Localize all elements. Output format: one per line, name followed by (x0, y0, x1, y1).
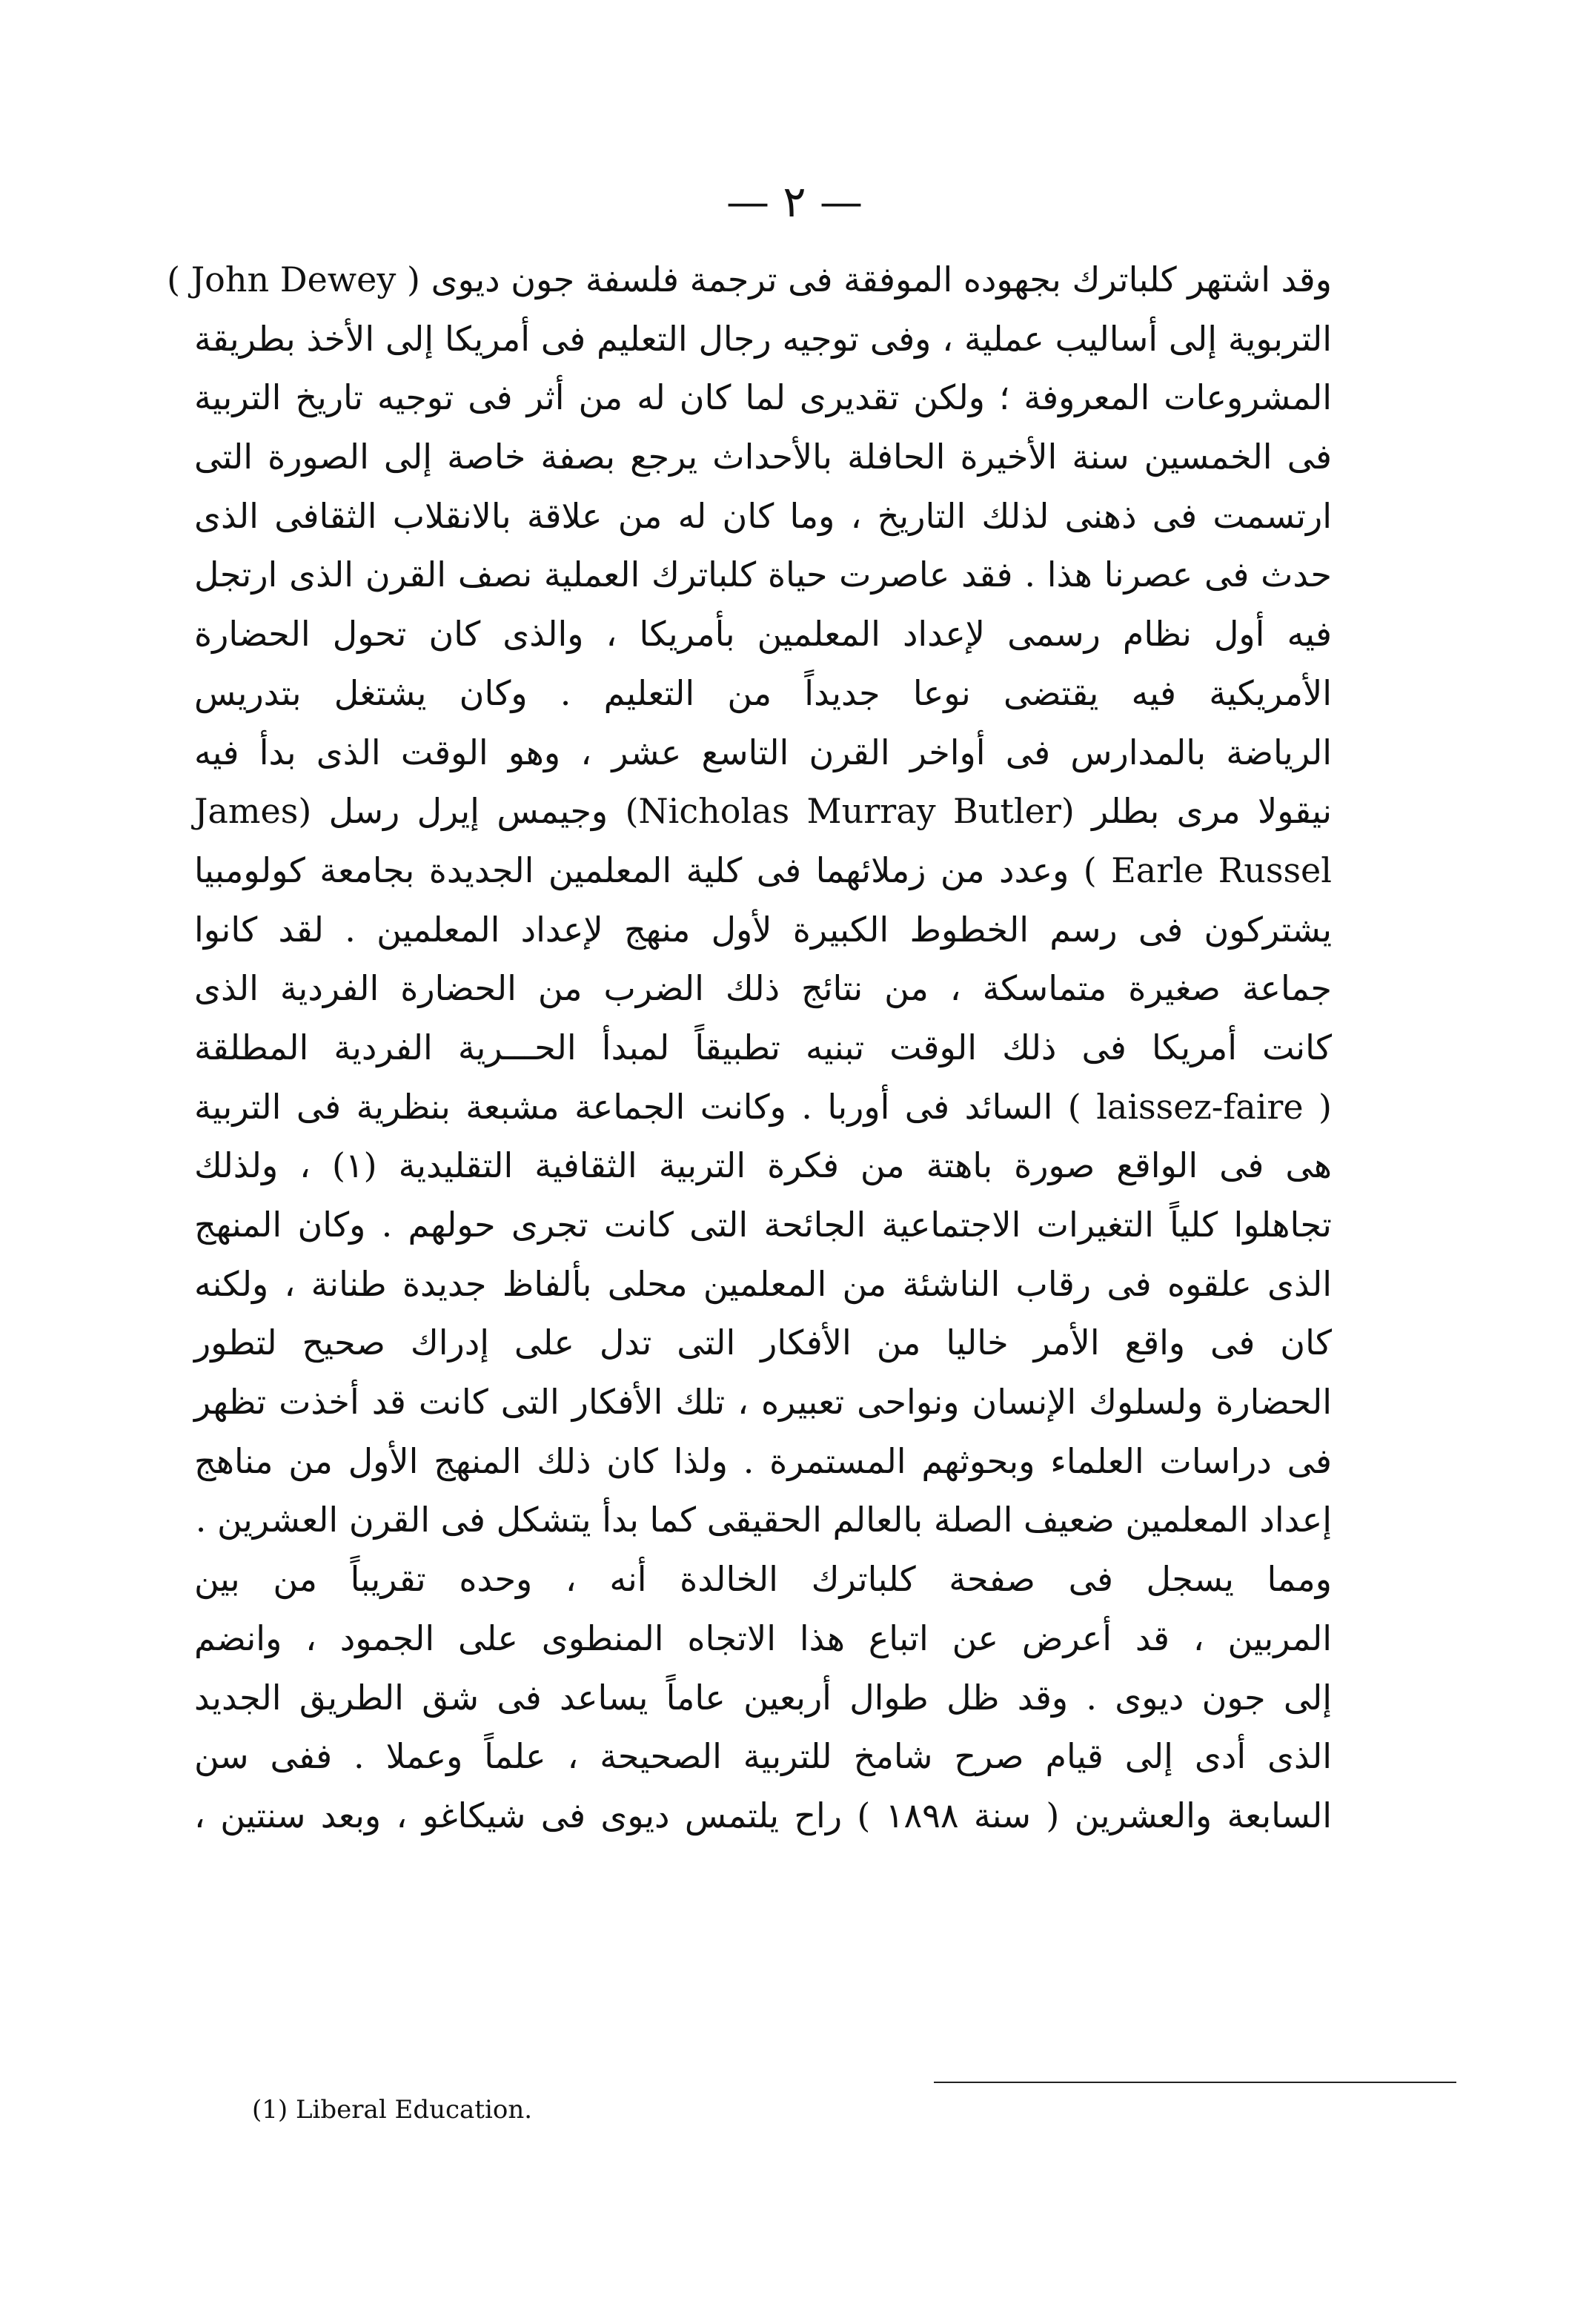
text-line: إعداد المعلمين ضعيف الصلة بالعالم الحقيقى كما بدأ يتشكل فى القرن العشرين . (195, 1500, 1332, 1540)
text-line: فيه أول نظام رسمى لإعداد المعلمين بأمريكا ، والذى كان تحول الحضارة (194, 614, 1332, 655)
text-line: التربوية إلى أساليب عملية ، وفى توجيه رجال التعليم فى أمريكا إلى الأخذ بطريقة (194, 318, 1332, 359)
text-line: فى دراسات العلماء وبحوثهم المستمرة . ولذا كان ذلك المنهج الأول من مناهج (194, 1440, 1332, 1481)
text-line: جماعة صغيرة متماسكة ، من نتائج ذلك الضرب من الحضارة الفردية الذى (194, 968, 1332, 1009)
text-line: فى الخمسين سنة الأخيرة الحافلة بالأحداث يرجع بصفة خاصة إلى الصورة التى (194, 437, 1332, 477)
text-line: وقد اشتهر كلباترك بجهوده الموفقة فى ترجمة فلسفة جون ديوى ( John Dewey ) (167, 259, 1332, 299)
text-line: الأمريكية فيه يقتضى نوعا جديداً من التعليم . وكان يشتغل بتدريس (194, 672, 1332, 713)
text-line: حدث فى عصرنا هذا . فقد عاصرت حياة كلباترك العملية نصف القرن الذى ارتجل (194, 554, 1332, 595)
text-line: ومما يسجل فى صفحة كلباترك الخالدة أنه ، وحده تقريباً من بين (194, 1559, 1332, 1600)
text-line: يشتركون فى رسم الخطوط الكبيرة لأول منهج لإعداد المعلمين . لقد كانوا (194, 909, 1332, 950)
text-line: نيقولا مرى بطلر (Nicholas Murray Butler) وجيمس إيرل رسل (James (194, 791, 1332, 832)
page-number: — ٢ — (726, 176, 863, 227)
body-text (167, 251, 1333, 1846)
text-line: كان فى واقع الأمر خاليا من الأفكار التى تدل على إدراك صحيح لتطور (194, 1322, 1332, 1363)
text-line: ( laissez-faire ) السائد فى أوربا . وكانت الجماعة مشبعة بنظرية فى التربية (194, 1086, 1333, 1127)
footnote-divider (934, 2082, 1456, 2083)
text-line: المشروعات المعروفة ؛ ولكن تقديرى لما كان له من أثر فى توجيه تاريخ التربية (194, 377, 1332, 418)
text-line: إلى جون ديوى . وقد ظل طوال أربعين عاماً يساعد فى شق الطريق الجديد (194, 1677, 1332, 1718)
text-line: ارتسمت فى ذهنى لذلك التاريخ ، وما كان له من علاقة بالانقلاب الثقافى الذى (194, 495, 1332, 536)
text-line: الذى أدى إلى قيام صرح شامخ للتربية الصحيحة ، علماً وعملا . ففى سن (194, 1736, 1332, 1777)
footnote: (1) Liberal Education. (252, 2095, 533, 2125)
text-line: السابعة والعشرين ( سنة ١٨٩٨ ) راح يلتمس ديوى فى شيكاغو ، وبعد سنتين ، (194, 1795, 1332, 1835)
text-line: الذى علقوه فى رقاب الناشئة من المعلمين محلى بألفاظ جديدة طنانة ، ولكنه (194, 1263, 1332, 1304)
text-line: الرياضة بالمدارس فى أواخر القرن التاسع عشر ، وهو الوقت الذى بدأ فيه (194, 732, 1332, 772)
text-line: كانت أمريكا فى ذلك الوقت تبنيه تطبيقاً لمبدأ الحـــرية الفردية المطلقة (194, 1027, 1332, 1067)
text-line: Earle Russel ) وعدد من زملائهما فى كلية المعلمين الجديدة بجامعة كولومبيا (194, 850, 1332, 890)
text-line: تجاهلوا كلياً التغيرات الاجتماعية الجائحة التى كانت تجرى حولهم . وكان المنهج (194, 1205, 1332, 1245)
text-line: الحضارة ولسلوك الإنسان ونواحى تعبيره ، تلك الأفكار التى كانت قد أخذت تظهر (194, 1382, 1332, 1423)
text-line: هى فى الواقع صورة باهتة من فكرة التربية الثقافية التقليدية (١) ، ولذلك (194, 1145, 1332, 1186)
text-line: المربين ، قد أعرض عن اتباع هذا الاتجاه المنطوى على الجمود ، وانضم (194, 1618, 1332, 1658)
